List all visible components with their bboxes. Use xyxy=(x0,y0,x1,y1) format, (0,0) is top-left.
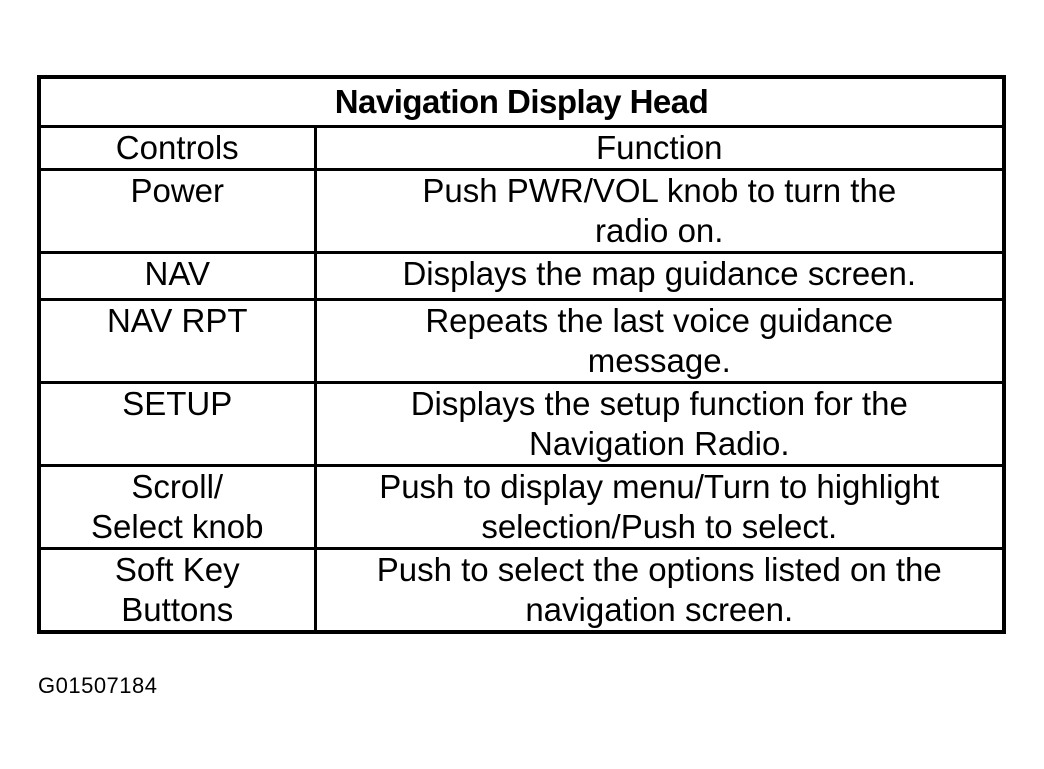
control-cell xyxy=(39,170,315,253)
control-text: NAV xyxy=(144,255,210,292)
control-cell xyxy=(39,300,315,383)
control-cell xyxy=(39,549,315,633)
function-text: Push to display menu/Turn to highlight xyxy=(379,468,940,505)
function-text: selection/Push to select. xyxy=(481,508,838,545)
function-text: Repeats the last voice guidance xyxy=(425,302,894,339)
control-text: NAV RPT xyxy=(106,302,248,339)
function-cell xyxy=(315,383,1004,466)
function-cell xyxy=(315,170,1004,253)
table-row xyxy=(39,170,1004,253)
control-cell xyxy=(39,466,315,549)
control-text: Soft Key xyxy=(114,551,240,588)
control-text: Select knob xyxy=(91,508,264,545)
control-text: SETUP xyxy=(122,385,233,422)
table-row xyxy=(39,549,1004,633)
header-function: Function xyxy=(315,127,1004,170)
function-text: Displays the map guidance screen. xyxy=(402,255,917,292)
function-text: message. xyxy=(587,342,731,379)
function-cell xyxy=(315,466,1004,549)
control-cell xyxy=(39,253,315,300)
table-title-row xyxy=(39,77,1004,127)
function-text: navigation screen. xyxy=(525,591,794,628)
function-cell xyxy=(315,300,1004,383)
function-cell xyxy=(315,253,1004,300)
header-controls: Controls xyxy=(39,127,315,170)
function-cell xyxy=(315,549,1004,633)
table-row xyxy=(39,253,1004,300)
function-text: Push PWR/VOL knob to turn the xyxy=(422,172,897,209)
figure-id: G01507184 xyxy=(38,673,158,698)
table-row xyxy=(39,466,1004,549)
table-row xyxy=(39,383,1004,466)
function-text: Navigation Radio. xyxy=(529,425,790,462)
function-text: Displays the setup function for the xyxy=(410,385,908,422)
control-text: Scroll/ xyxy=(131,468,224,505)
table-title: Navigation Display Head xyxy=(39,77,1004,127)
function-text: radio on. xyxy=(595,212,724,249)
table-row xyxy=(39,300,1004,383)
table-header-row xyxy=(39,127,1004,170)
function-text: Push to select the options listed on the xyxy=(376,551,942,588)
control-cell xyxy=(39,383,315,466)
navigation-display-head-table xyxy=(37,75,1006,634)
control-text: Buttons xyxy=(121,591,234,628)
control-text: Power xyxy=(130,172,225,209)
